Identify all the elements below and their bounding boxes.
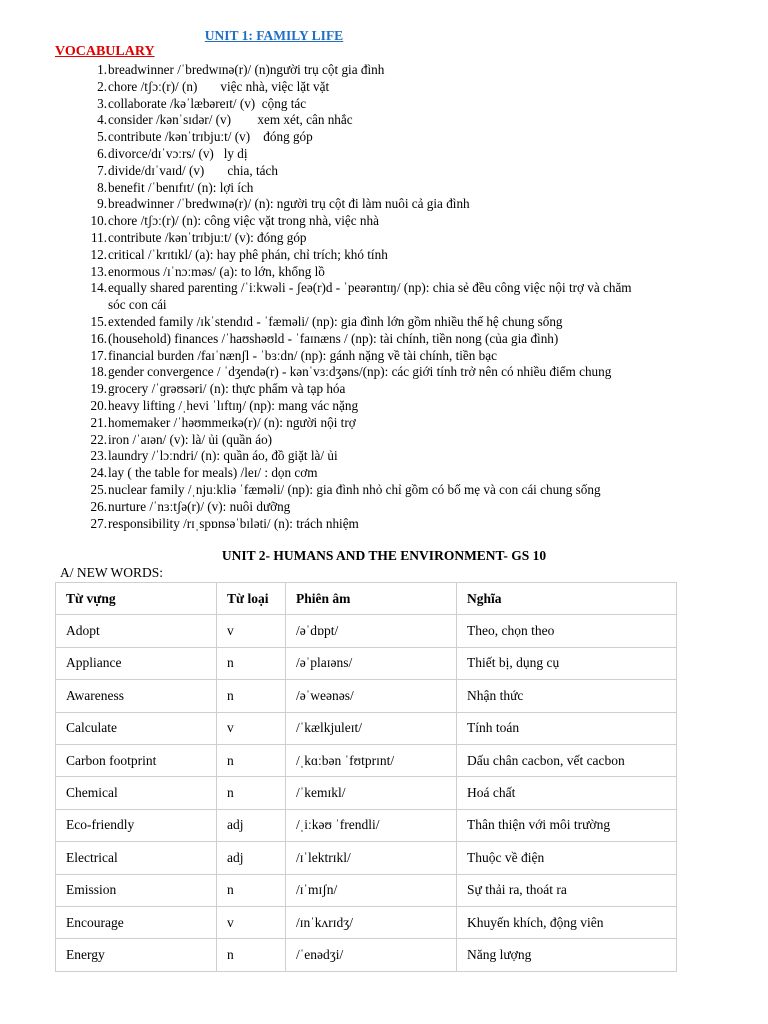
vocab-item-text: sóc con cái (108, 297, 167, 313)
vocab-item (56, 180, 756, 197)
cell-meaning: Dấu chân cacbon, vết cacbon (457, 744, 677, 776)
vocab-item-text: divorce/dɪˈvɔːrs/ (v) ly dị (108, 145, 248, 161)
table-row (56, 809, 677, 841)
vocab-item (56, 146, 756, 163)
cell-pronunciation: /əˈplaɪəns/ (286, 647, 457, 679)
vocab-item-text: critical /ˈkrɪtɪkl/ (a): hay phê phán, chỉ trích; khó tính (108, 246, 388, 262)
cell-word: Appliance (56, 647, 217, 679)
vocab-item-text: breadwinner /ˈbredwɪnə(r)/ (n): người trụ cột đi làm nuôi cả gia đình (108, 196, 470, 212)
table-row (56, 874, 677, 906)
header-pronunciation: Phiên âm (286, 583, 457, 615)
vocab-item-number: 1. (97, 62, 107, 77)
cell-word: Electrical (56, 842, 217, 874)
cell-meaning: Tính toán (457, 712, 677, 744)
vocab-item (56, 196, 756, 213)
vocab-item-text: extended family /ɪkˈstendɪd - ˈfæməli/ (np): gia đình lớn gồm nhiều thế hệ chung sống (108, 313, 563, 329)
vocab-item-number: 21. (90, 414, 107, 430)
vocabulary-list (56, 62, 756, 532)
vocab-item (56, 448, 756, 465)
vocab-item-text: benefit /ˈbenɪfɪt/ (n): lợi ích (108, 179, 254, 195)
vocab-item-number: 19. (90, 381, 107, 397)
new-words-label: A/ NEW WORDS: (60, 565, 164, 580)
cell-word: Awareness (56, 680, 217, 712)
vocab-item-text: chore /tʃɔː(r)/ (n): công việc vặt trong nhà, việc nhà (108, 213, 379, 229)
header-word: Từ vựng (56, 583, 217, 615)
cell-word-type: n (217, 680, 286, 712)
table-row (56, 615, 677, 647)
vocab-item-number: 10. (90, 213, 107, 229)
cell-word: Carbon footprint (56, 744, 217, 776)
vocab-item-text: divide/dɪˈvaɪd/ (v) chia, tách (108, 162, 278, 178)
cell-word: Energy (56, 939, 217, 971)
vocab-item (56, 331, 756, 348)
vocab-item-number: 22. (90, 431, 107, 447)
vocab-item-text: nurture /ˈnɜːtʃə(r)/ (v): nuôi dưỡng (108, 498, 291, 514)
vocab-item-text: heavy lifting /ˌhevi ˈlɪftɪŋ/ (np): mang vác nặng (108, 397, 359, 413)
cell-pronunciation: /əˈweənəs/ (286, 680, 457, 712)
cell-word-type: adj (217, 809, 286, 841)
vocab-item (56, 264, 756, 281)
cell-word-type: n (217, 647, 286, 679)
new-words-table (55, 582, 677, 972)
cell-word: Eco-friendly (56, 809, 217, 841)
vocab-item-text: grocery /ˈɡrəʊsəri/ (n): thực phẩm và tạp hóa (108, 381, 346, 397)
vocab-item (56, 79, 756, 96)
vocab-item-number: 23. (90, 448, 107, 464)
vocab-item-text: consider /kənˈsɪdər/ (v) xem xét, cân nhắc (108, 112, 353, 128)
header-meaning: Nghĩa (457, 583, 677, 615)
cell-word-type: v (217, 615, 286, 647)
vocab-item (56, 314, 756, 331)
vocab-item (56, 465, 756, 482)
cell-word-type: v (217, 712, 286, 744)
cell-pronunciation: /ˈkemɪkl/ (286, 777, 457, 809)
vocabulary-heading: VOCABULARY (55, 44, 155, 59)
vocab-item-text: iron /ˈaɪən/ (v): là/ ủi (quần áo) (108, 431, 273, 447)
vocab-item-number: 2. (97, 78, 107, 94)
cell-meaning: Thuộc về điện (457, 842, 677, 874)
vocab-item (56, 482, 756, 499)
vocab-item-number: 25. (90, 481, 107, 497)
header-word-type: Từ loại (217, 583, 286, 615)
table-header-row (56, 583, 677, 615)
vocab-item-text: contribute /kənˈtrɪbjuːt/ (v) đóng góp (108, 129, 313, 145)
cell-meaning: Sự thải ra, thoát ra (457, 874, 677, 906)
vocab-item-number: 20. (90, 397, 107, 413)
cell-pronunciation: /ˌkɑːbən ˈfʊtprɪnt/ (286, 744, 457, 776)
table-row (56, 842, 677, 874)
table-row (56, 744, 677, 776)
vocab-item-text: laundry /ˈlɔːndri/ (n): quần áo, đồ giặt là/ ủi (108, 448, 338, 464)
vocab-item-text: homemaker /ˈhəʊmmeɪkə(r)/ (n): người nội trợ (108, 414, 356, 430)
vocab-item-number: 24. (90, 465, 107, 481)
table-row (56, 939, 677, 971)
cell-word-type: v (217, 906, 286, 938)
cell-word-type: n (217, 777, 286, 809)
cell-meaning: Theo, chọn theo (457, 615, 677, 647)
cell-meaning: Thiết bị, dụng cụ (457, 647, 677, 679)
unit2-title: UNIT 2- HUMANS AND THE ENVIRONMENT- GS 10 (221, 548, 547, 563)
table-row (56, 712, 677, 744)
table-row (56, 647, 677, 679)
vocab-item (56, 213, 756, 230)
vocab-item (56, 297, 756, 314)
table-row (56, 906, 677, 938)
vocab-item-text: equally shared parenting /ˈiːkwəli - ʃeə(r)d - ˈpeərəntɪŋ/ (np): chia sẻ đều công việc nội trợ và chăm (108, 280, 632, 296)
cell-word: Emission (56, 874, 217, 906)
cell-word-type: adj (217, 842, 286, 874)
cell-meaning: Thân thiện với môi trường (457, 809, 677, 841)
cell-word: Chemical (56, 777, 217, 809)
vocab-item-number: 12. (90, 246, 107, 262)
cell-word: Calculate (56, 712, 217, 744)
cell-word-type: n (217, 874, 286, 906)
cell-word: Adopt (56, 615, 217, 647)
vocab-item (56, 432, 756, 449)
vocab-item-text: collaborate /kəˈlæbəreɪt/ (v) cộng tác (108, 95, 307, 111)
vocab-item-number: 8. (97, 179, 107, 195)
vocab-item-number: 16. (90, 330, 107, 346)
vocab-item-number: 3. (97, 95, 107, 111)
vocab-item-text: chore /tʃɔː(r)/ (n) việc nhà, việc lặt vặt (108, 78, 330, 94)
vocab-item-text: enormous /ɪˈnɔːməs/ (a): to lớn, khổng lồ (108, 263, 325, 279)
vocab-item-number: 15. (90, 313, 107, 329)
vocab-item-number: 27. (90, 515, 107, 531)
cell-word-type: n (217, 939, 286, 971)
cell-meaning: Khuyến khích, động viên (457, 906, 677, 938)
vocab-item (56, 280, 756, 297)
vocab-item-number: 18. (90, 364, 107, 380)
vocab-item-number: 11. (91, 229, 107, 245)
vocab-item-text: (household) finances /ˈhaʊshəʊld - ˈfaɪnæns / (np): tài chính, tiền nong (của gia đình) (108, 330, 559, 346)
cell-word: Encourage (56, 906, 217, 938)
vocab-item (56, 62, 756, 79)
vocab-item-text: lay ( the table for meals) /leɪ/ : dọn cơm (108, 465, 318, 481)
vocab-item (56, 364, 756, 381)
cell-pronunciation: /ɪnˈkʌrɪdʒ/ (286, 906, 457, 938)
vocab-item-number: 5. (97, 129, 107, 145)
vocab-item-text: financial burden /faɪˈnænʃl - ˈbɜːdn/ (np): gánh nặng về tài chính, tiền bạc (108, 347, 497, 363)
vocab-item-number: 7. (97, 162, 107, 178)
unit1-title: UNIT 1: FAMILY LIFE (204, 28, 344, 43)
vocab-item (56, 230, 756, 247)
cell-meaning: Hoá chất (457, 777, 677, 809)
vocab-item (56, 112, 756, 129)
cell-pronunciation: /ɪˈlektrɪkl/ (286, 842, 457, 874)
vocab-item-text: breadwinner /ˈbredwɪnə(r)/ (n)người trụ cột gia đình (108, 62, 385, 77)
vocab-item (56, 163, 756, 180)
vocab-item-text: gender convergence / ˈdʒendə(r) - kənˈvɜːdʒəns/(np): các giới tính trở nên có nhiều điểm chung (108, 364, 612, 380)
vocab-item-text: contribute /kənˈtrɪbjuːt/ (v): đóng góp (108, 229, 307, 245)
cell-pronunciation: /ˌiːkəʊ ˈfrendli/ (286, 809, 457, 841)
vocab-item-number: 17. (90, 347, 107, 363)
vocab-item (56, 348, 756, 365)
vocab-item-number: 6. (97, 145, 107, 161)
vocab-item-number: 26. (90, 498, 107, 514)
vocab-item-text: responsibility /rɪˌspɒnsəˈbɪləti/ (n): trách nhiệm (108, 515, 359, 531)
vocab-item (56, 499, 756, 516)
vocab-item (56, 415, 756, 432)
cell-word-type: n (217, 744, 286, 776)
cell-pronunciation: /ˈkælkjuleɪt/ (286, 712, 457, 744)
cell-pronunciation: /ˈenədʒi/ (286, 939, 457, 971)
vocab-item-number: 9. (97, 196, 107, 212)
vocab-item (56, 247, 756, 264)
vocab-item (56, 381, 756, 398)
cell-meaning: Nhận thức (457, 680, 677, 712)
cell-pronunciation: /əˈdɒpt/ (286, 615, 457, 647)
vocab-item-text: nuclear family /ˌnjuːkliə ˈfæməli/ (np): gia đình nhỏ chỉ gồm có bố mẹ và con cái chung sống (108, 481, 601, 497)
vocab-item-number: 4. (97, 112, 107, 128)
vocab-item-number: 13. (90, 263, 107, 279)
table-row (56, 777, 677, 809)
cell-meaning: Năng lượng (457, 939, 677, 971)
vocab-item (56, 398, 756, 415)
table-row (56, 680, 677, 712)
vocab-item (56, 96, 756, 113)
vocab-item (56, 129, 756, 146)
cell-pronunciation: /ɪˈmɪʃn/ (286, 874, 457, 906)
vocab-item (56, 516, 756, 533)
vocab-item-number: 14. (90, 280, 107, 296)
